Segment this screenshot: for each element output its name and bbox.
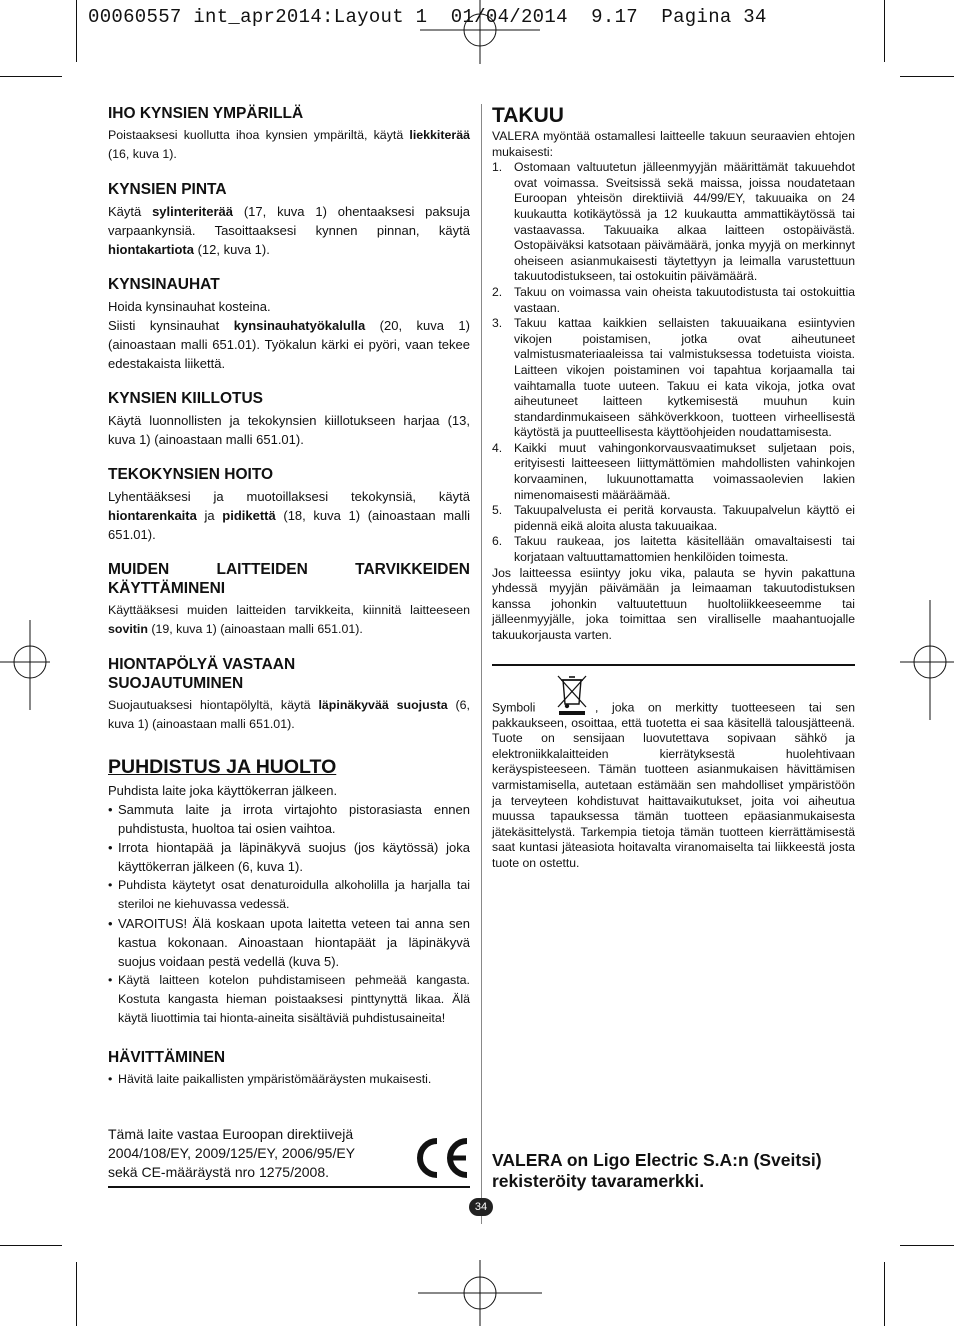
disposal-list [108,1070,470,1089]
section-title: KYNSINAUHAT [108,276,220,293]
section-title: IHO KYNSIEN YMPÄRILLÄ [108,105,304,122]
ce-text-line: 2004/108/EY, 2009/125/EY, 2006/95/EY [108,1145,356,1161]
list-item: 1. Ostomaan valtuutetun jälleenmyyjän määrittämät takuuehdot ovat voimassa. Sveitsissä sekä maissa, joissa noudatetaan Euroopan yhteisön direktiiviä 44/99/EY, takuuaika on 24 kuukautta kotikäytössä ja 12 kuukautta ammattikäytössä tai vastaavassa. Takuuaika alkaa laitteen ostopäivästä. Ostopäiväksi katsotaan päivämäärä, jonka myyjä on merkinnyt oheiseen asianmukaisesti täytettyyn ja leimalla varustettuun takuutodistukseen, tai ostokuitin päivämäärä. [492,160,855,284]
list-item: • Hävitä laite paikallisten ympäristömääräysten mukaisesti. [108,1070,470,1089]
list-item: • Sammuta laite ja irrota virtajohto pistorasiasta ennen puhdistusta, huoltoa tai osien vaihtoa. [108,800,470,838]
ce-text-line: Tämä laite vastaa Euroopan direktiivejä [108,1126,354,1142]
section-title: KYNSIEN KIILLOTUS [108,390,264,407]
crop-mark [900,1245,954,1246]
crop-mark [884,0,885,62]
section-cuticles [108,275,470,373]
registration-mark-icon [420,0,540,64]
section-title: KYNSIEN PINTA [108,181,227,198]
separator-rule [492,664,855,666]
section-text: Lyhentääksesi ja muotoillaksesi tekokynsiä, käytä hiontarenkaita ja pidikettä (18, kuva 1) (ainoastaan malli 651.01). [108,489,470,542]
warranty-list [492,160,855,565]
section-text: Siisti kynsinauhat kynsinauhatyökalulla (20, kuva 1) (ainoastaan malli 651.01). Työkalun kärki ei pyöri, vaan tekee edestakaista liikettä. [108,318,470,371]
list-item: 4. Kaikki muut vahingonkorvausvaatimukset suljetaan pois, erityisesti laitteeseen liittymättömien mahdollisten vahinkojen korvaaminen, lukuunottamatta voimassaolevien lakien nimenomaisesti määräämää. [492,440,855,502]
section-text: Poistaaksesi kuollutta ihoa kynsien ympäriltä, käytä liekkiterää (16, kuva 1). [108,128,470,161]
crop-mark [76,0,77,62]
section-title: HIONTAPÖLYÄ VASTAAN SUOJAUTUMINEN [108,656,296,692]
crop-mark [900,76,954,77]
section-title: TEKOKYNSIEN HOITO [108,466,274,483]
section-dust-protection [108,655,470,734]
cleaning-list [108,800,470,1028]
trademark-notice: VALERA on Ligo Electric S.A:n (Sveitsi) rekisteröity tavaramerkki. [492,1150,822,1191]
crop-mark [0,76,62,77]
list-item: 3. Takuu kattaa kaikkien sellaisten takuuaikana esiintyvien vikojen poistamisen, jotka ovat aiheutuneet valmistusmateriaaleissa tai valmistuksessa todetuista vioista. Laitteen vikojen poistaminen voi tapahtua korjaamalla tai vaihtamalla tuote uuteen. Takuu ei kata vikoja, jotka ovat aiheutuneet laitteen kytkemisestä muuhun kuin standardinmukaiseen sähköverkkoon, tuotteen virheellisestä käytöstä ja puutteellisesta käyttöohjeiden noudattamisesta. [492,316,855,440]
list-item: • VAROITUS! Älä koskaan upota laitetta veteen tai anna sen kastua kokonaan. Ainoastaan hiontapäät ja läpinäkyvä suojus voidaan pestä vedellä (kuva 5). [108,914,470,971]
list-item: 6. Takuu raukeaa, jos laitetta käsitellään omavaltaisesti tai korjataan valtuuttamattomien henkilöiden toimesta. [492,534,855,565]
list-item: • Käytä laitteen kotelon puhdistamiseen pehmeää kangasta. Kostuta kangasta hieman poistaaksesi pinttynyttä likaa. Älä käytä liuottimia tai hionta-aineita sisältäviä puhdistusaineita! [108,971,470,1028]
section-text: Käyttääksesi muiden laitteiden tarvikkeita, kiinnitä laitteeseen sovitin (19, kuva 1) (ainoastaan malli 651.01). [108,603,470,636]
section-title: HÄVITTÄMINEN [108,1049,226,1066]
column-divider [481,104,482,1224]
section-text: Puhdista laite joka käyttökerran jälkeen. [108,783,338,798]
list-item: • Puhdista käytetyt osat denaturoidulla alkoholilla ja harjalla tai steriloi ne kiehuvassa vedessä. [108,876,470,914]
crossed-out-wheelie-bin-icon [553,674,591,716]
warranty-outro: Jos laitteessa esiintyy joku vika, palauta se hyvin pakattuna yhdessä myyjän päivämään ja leimaaman takuutodistuksen kanssa johonkin valtuutettuun huoltoliikkeeseemme tai jälleenmyyjälle, joka toimittaa sen viralliselle maahantuojalle takuukorjausta varten. [492,565,855,642]
registration-mark-icon [900,600,954,720]
section-nail-surface [108,180,470,259]
section-disposal [108,1048,470,1089]
section-title: MUIDEN LAITTEIDEN TARVIKKEIDEN KÄYTTÄMINENI [108,561,470,597]
left-column [108,104,470,1105]
ce-text-line: sekä CE-määräystä nro 1275/2008. [108,1164,330,1180]
section-nail-skin [108,104,470,164]
warranty-title: TAKUU [492,104,564,127]
right-column [492,104,855,872]
section-text: Käytä sylinteriterää (17, kuva 1) ohentaaksesi paksuja varpaankynsiä. Tasoittaaksesi kynnen pinnan, käytä hiontakartiota (12, kuva 1). [108,204,470,257]
ce-text [108,1125,398,1182]
section-other-accessories [108,560,470,639]
ce-mark-icon [412,1137,470,1179]
list-item: 2. Takuu on voimassa vain oheista takuutodistusta tai ostokuittia vastaan. [492,284,855,315]
crop-mark [76,1262,77,1326]
ce-declaration [108,1125,470,1187]
weee-notice: Symboli , joka on merkitty tuotteeseen tai sen pakkaukseen, osoittaa, että tuotetta ei saa käsitellä talousjätteenä. Tuote on sensijaan luovutettava sopivaan sähkö ja elektroniikkalaitteiden kierrätyksestä huolehtivaan keräyspisteeseen. Tämän tuotteen asianmukaisen hävittämisen varmistamisella, autetaan estämään sen mahdolliset ympäristöön ja terveyteen kohdistuvat haittavaikutukset, joita voi aiheutua muussa tapauksessa tämän tuotteen epäasianmukaisesta jätekäsittelystä. Tarkempia tietoja tämän tuotteen kierrättämisestä saat kuntasi jäteasiota hoitavalta viranomaiselta tai liikkeestä josta tuote on ostettu. [492,674,855,872]
list-item: • Irrota hiontapää ja läpinäkyvä suojus (jos käytössä) joka käyttökerran jälkeen (6, kuva 1). [108,838,470,876]
section-artificial-nails [108,465,470,544]
warranty-intro: VALERA myöntää ostamallesi laitteelle takuun seuraavien ehtojen mukaisesti: [492,129,855,159]
registration-mark-icon [0,620,50,710]
registration-mark-icon [418,1260,542,1326]
print-slug: 00060557 int_apr2014:Layout 1 01/04/2014 9.17 Pagina 34 [88,6,767,28]
section-text: Hoida kynsinauhat kosteina. [108,299,271,314]
crop-mark [0,1245,62,1246]
page-number: 34 [469,1198,493,1216]
bottom-rule [108,1186,470,1188]
list-item: 5. Takuupalvelusta ei peritä korvausta. Takuupalvelun käyttö ei pidennä eikä aloita alusta takuuaikaa. [492,503,855,533]
section-cleaning [108,756,470,1028]
section-title: PUHDISTUS JA HUOLTO [108,756,337,778]
section-polishing [108,389,470,449]
section-text: Käytä luonnollisten ja tekokynsien kiillotukseen harjaa (13, kuva 1) (ainoastaan malli 651.01). [108,413,470,447]
section-text: Suojautuaksesi hiontapölyltä, käytä läpinäkyvää suojusta (6, kuva 1) (ainoastaan malli 651.01). [108,698,470,731]
crop-mark [884,1262,885,1326]
